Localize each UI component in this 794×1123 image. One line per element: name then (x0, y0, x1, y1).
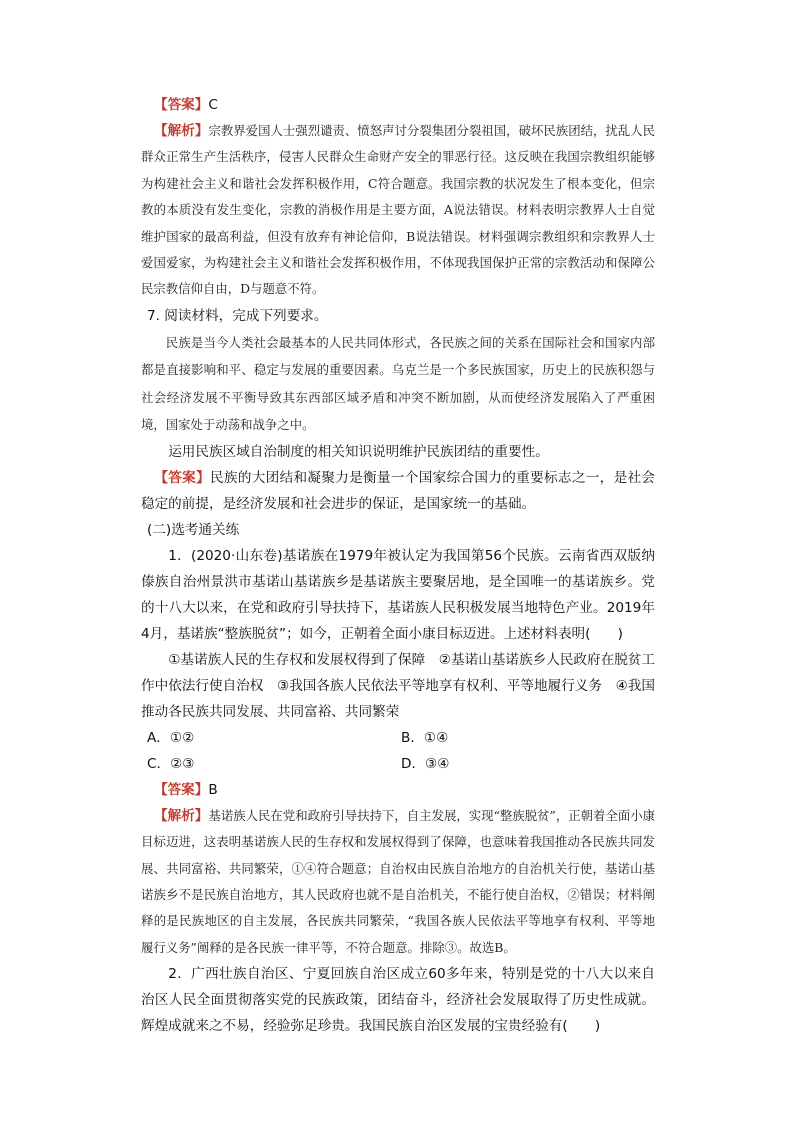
q7-requirement: 运用民族区域自治制度的相关知识说明维护民族团结的重要性。 (168, 443, 549, 460)
q7-stem: 7. 阅读材料，完成下列要求。 (147, 307, 328, 324)
q1-statements: ①基诺族人民的生存权和发展权得到了保障 ②基诺山基诺族乡人民政府在脱贫工作中依法行使自治权 ③我国各族人民依法平等地享有权利、平等地履行义务 ④我国推动各民族共同发展、共同富裕、共同繁荣 (141, 651, 655, 720)
option-d[interactable]: D．③④ (401, 755, 450, 772)
q2-stem: 2．广西壮族自治区、宁夏回族自治区成立60多年来，特别是党的十八大以来自治区人民全面贯彻落实党的民族政策，团结奋斗，经济社会发展取得了历史性成就。辉煌成就来之不易，经验弥足珍贵。我国民族自治区发展的宝贵经验有( ) (141, 966, 655, 1035)
q1-analysis (141, 803, 655, 961)
analysis-tag: 【解析】 (154, 123, 209, 139)
q6-analysis (141, 118, 655, 303)
option-c[interactable]: C．②③ (147, 755, 195, 772)
analysis-text: 宗教界爱国人士强烈谴责、愤怒声讨分裂集团分裂祖国，破坏民族团结，扰乱人民群众正常生产生活秩序，侵害人民群众生命财产安全的罪恶行径。这反映在我国宗教组织能够为构建社会主义和谐社会发挥积极作用，C符合题意。我国宗教的状况发生了根本变化，但宗教的本质没有发生变化，宗教的消极作用是主要方面，A说法错误。材料表明宗教界人士自觉维护国家的最高利益，但没有放弃有神论信仰，B说法错误。材料强调宗教组织和宗教界人士爱国爱家，为构建社会主义和谐社会发挥积极作用，不体现我国保护正常的宗教活动和保障公民宗教信仰自由，D与题意不符。 (141, 123, 656, 297)
q7-answer (141, 465, 655, 517)
analysis-tag: 【解析】 (154, 807, 209, 824)
q1-stem: 1．(2020·山东卷)基诺族在1979年被认定为我国第56个民族。云南省西双版纳傣族自治州景洪市基诺山基诺族乡是基诺族主要聚居地，是全国唯一的基诺族乡。党的十八大以来，在党和政府引导扶持下，基诺族人民积极发展当地特色产业。2019年4月，基诺族“整族脱贫”；如今，正朝着全面小康目标迈进。上述材料表明( ) (141, 547, 655, 642)
answer-tag: 【答案】 (154, 781, 209, 798)
option-a[interactable]: A．①② (147, 729, 195, 746)
answer-tag: 【答案】 (154, 469, 210, 486)
answer-text: 民族的大团结和凝聚力是衡量一个国家综合国力的重要标志之一，是社会稳定的前提，是经济发展和社会进步的保证，是国家统一的基础。 (141, 469, 656, 512)
document-content (141, 92, 655, 1039)
answer-value: B (208, 781, 218, 798)
q6-answer (141, 92, 655, 118)
q1-options (141, 725, 655, 777)
q7-material: 民族是当今人类社会最基本的人民共同体形式，各民族之间的关系在国际社会和国家内部都是直接影响和平、稳定与发展的重要因素。乌克兰是一个多民族国家，历史上的民族积怨与社会经济发展不平衡导致其东西部区域矛盾和冲突不断加剧，从而使经济发展陷入了严重困境，国家处于动荡和战争之中。 (141, 334, 655, 433)
answer-tag: 【答案】 (154, 97, 209, 113)
option-b[interactable]: B．①④ (401, 729, 449, 746)
answer-value: C (208, 97, 218, 113)
q1-answer (141, 777, 655, 803)
section-title: (二)选考通关练 (147, 521, 240, 538)
analysis-text: 基诺族人民在党和政府引导扶持下，自主发展，实现“整族脱贫”，正朝着全面小康目标迈进，这表明基诺族人民的生存权和发展权得到了保障，也意味着我国推动各民族共同发展、共同富裕、共同繁荣，①④符合题意；自治权由民族自治地方的自治机关行使，基诺山基诺族乡不是民族自治地方，其人民政府也就不是自治机关，不能行使自治权，②错误；材料阐释的是民族地区的自主发展，各民族共同繁荣，“我国各族人民依法平等地享有权利、平等地履行义务”阐释的是各民族一律平等，不符合题意。排除③。故选B。 (141, 807, 656, 955)
